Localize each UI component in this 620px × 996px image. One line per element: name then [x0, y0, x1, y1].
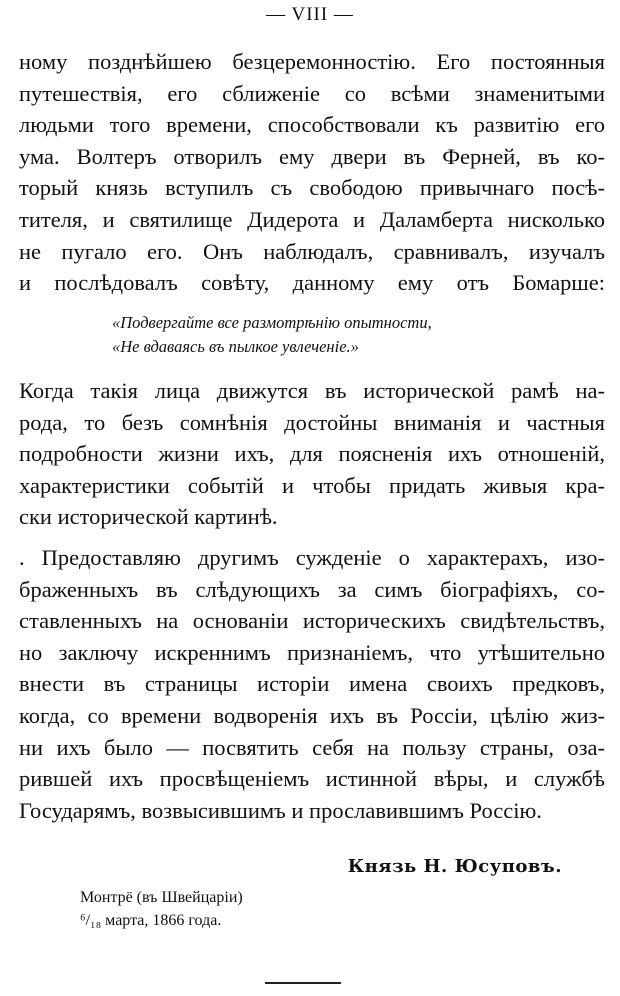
quotation: [112, 311, 532, 359]
text-line: когда, со времени водворенія ихъ въ Россіи, цѣлію жиз-: [19, 702, 605, 728]
text-line: людьми того времени, способствовали къ развитію его: [19, 112, 605, 138]
text-line: Государямъ, возвысившимъ и прославившимъ Россію.: [19, 797, 542, 823]
quote-line: «Подвергайте все размотрѣнію опытности,: [112, 313, 432, 332]
text-line: характеристики событій и чтобы придать живыя кра-: [19, 472, 605, 498]
place: Монтрё (въ Швейцаріи): [80, 889, 243, 906]
text-line: ни ихъ было — посвятить себя на пользу страны, оза-: [19, 734, 605, 760]
quote-line: «Не вдаваясь въ пылкое увлеченіе.»: [112, 337, 359, 356]
text-line: подробности жизни ихъ, для поясненія ихъ отношеній,: [19, 441, 605, 467]
date: ⁶/₁₈ марта, 1866 года.: [80, 912, 222, 929]
page-number: — VIII —: [266, 4, 354, 25]
text-line: тителя, и святилище Дидерота и Даламберта нисколько: [19, 206, 605, 232]
text-line: внести въ страницы исторіи имена своихъ предковъ,: [19, 671, 605, 697]
signature: Князь Н. Юсуповъ.: [347, 856, 562, 877]
text-line: Когда такія лица движутся въ исторической рамѣ на-: [19, 378, 605, 403]
text-line: и послѣдовалъ совѣту, данному ему отъ Бомарше:: [19, 270, 605, 296]
text-line: ставленныхъ на основаніи историческихъ свидѣтельствъ,: [19, 608, 605, 634]
paragraph-3: [19, 542, 605, 826]
text-line: не пугало его. Онъ наблюдалъ, сравнивалъ, изучалъ: [19, 238, 605, 264]
text-line: ски исторической картинѣ.: [19, 504, 278, 530]
text-line: браженныхъ въ слѣдующихъ за симъ біографіяхъ, со-: [19, 576, 605, 602]
bottom-rule: [265, 982, 341, 984]
text-line: рода, то безъ сомнѣнія достойны вниманія и частныя: [19, 409, 605, 435]
text-line: но заключу искреннимъ признаніемъ, что утѣшительно: [19, 639, 605, 665]
place-date: [80, 886, 243, 932]
text-line: ному позднѣйшею безцеремонностію. Его постоянныя: [19, 49, 605, 74]
text-line: торый князь вступилъ съ свободою привычнаго посѣ-: [19, 175, 605, 201]
text-line: рившей ихъ просвѣщеніемъ истинной вѣры, и службѣ: [19, 766, 605, 792]
paragraph-2: [19, 375, 605, 533]
paragraph-1: [19, 46, 605, 299]
text-line: ума. Волтеръ отворилъ ему двери въ Ферней, въ ко-: [19, 143, 605, 169]
text-line: . Предоставляю другимъ сужденіе о характерахъ, изо-: [19, 545, 605, 570]
text-line: путешествія, его сближеніе со всѣми знаменитыми: [19, 80, 605, 106]
